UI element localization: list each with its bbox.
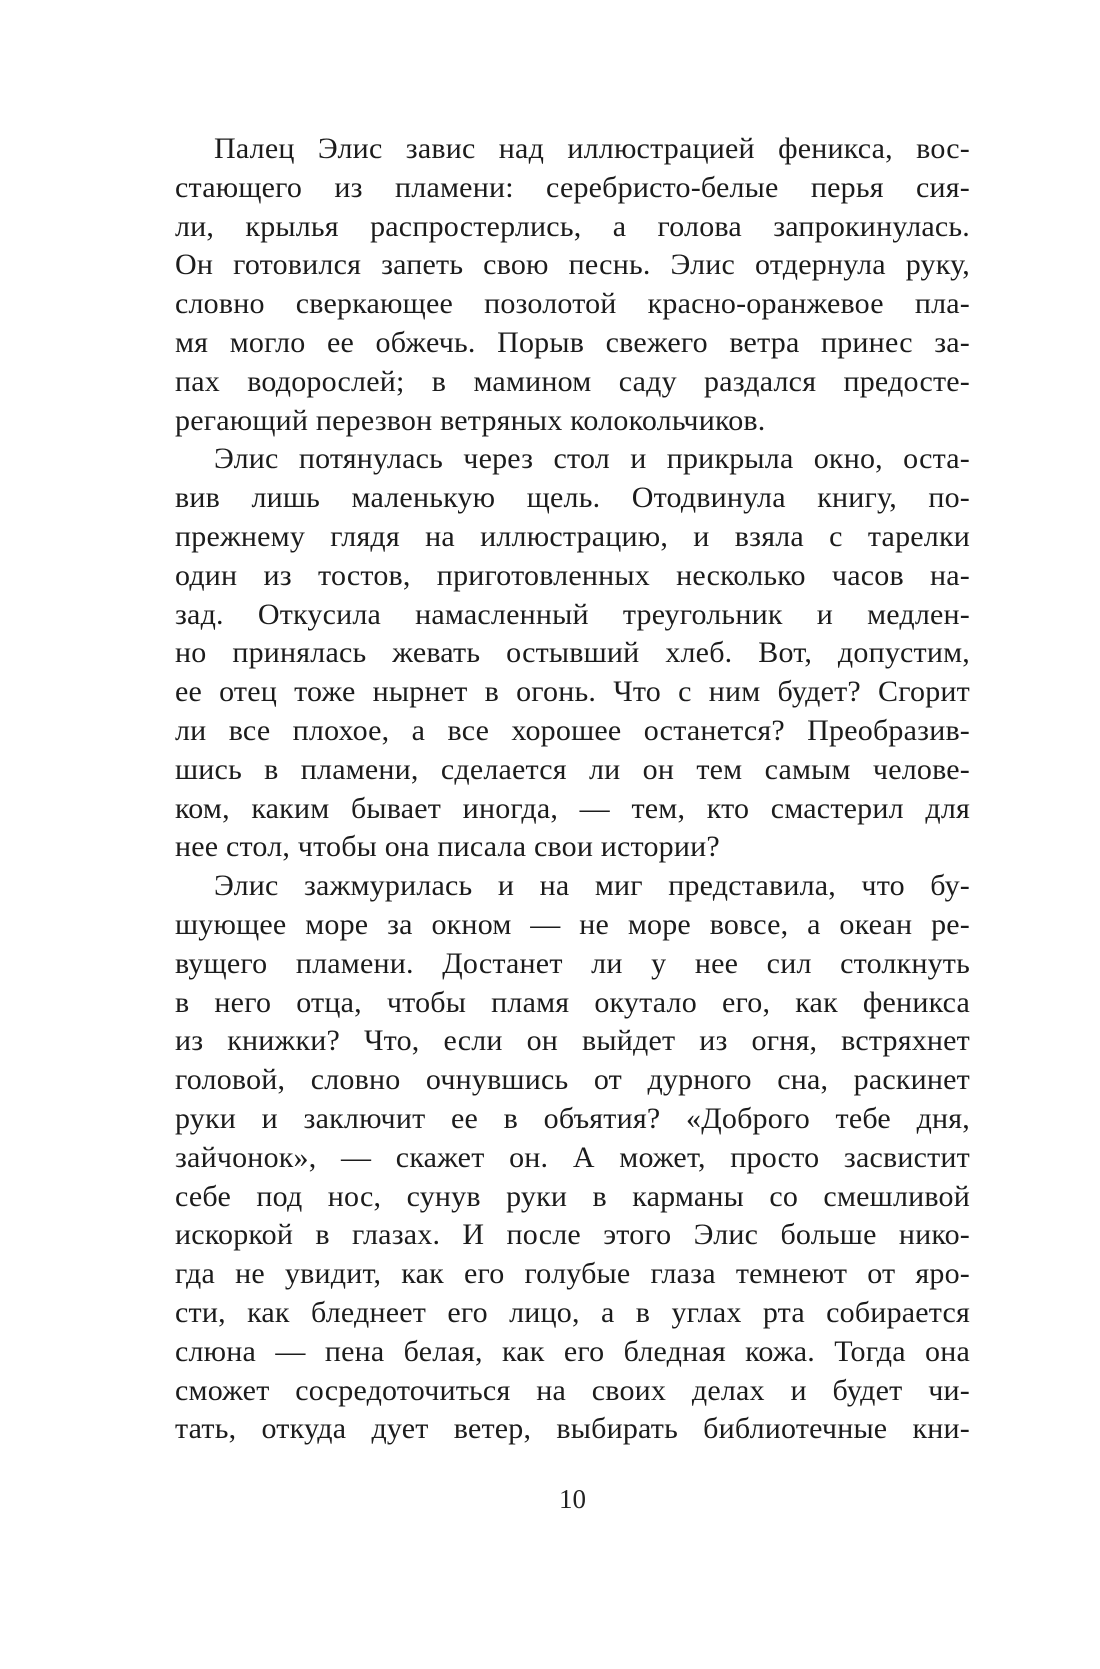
text-line: головой, словно очнувшись от дурного сна, раскинет [175, 1063, 970, 1097]
text-line: ли, крылья распростерлись, а голова запрокинулась. [175, 209, 970, 243]
text-line: Элис потянулась через стол и прикрыла окно, оста- [214, 442, 970, 476]
text-line: сможет сосредоточиться на своих делах и будет чи- [175, 1373, 970, 1407]
text-line: сти, как бледнеет его лицо, а в углах рта собирается [175, 1295, 970, 1329]
text-line: руки и заключит ее в объятия? «Доброго тебе дня, [175, 1101, 970, 1135]
paragraph [175, 130, 970, 440]
text-line: словно сверкающее позолотой красно-оранжевое пла- [175, 287, 970, 321]
text-line: зайчонок», — скажет он. А может, просто засвистит [175, 1140, 970, 1174]
text-line: Он готовился запеть свою песнь. Элис отдернула руку, [175, 248, 970, 282]
text-line: вив лишь маленькую щель. Отодвинула книгу, по- [175, 481, 970, 515]
text-line: себе под нос, сунув руки в карманы со смешливой [175, 1179, 970, 1213]
text-line: вущего пламени. Достанет ли у нее сил столкнуть [175, 946, 970, 980]
text-line: зад. Откусила намасленный треугольник и медлен- [175, 597, 970, 631]
page-number: 10 [559, 1484, 586, 1514]
text-line: слюна — пена белая, как его бледная кожа. Тогда она [175, 1334, 970, 1368]
text-line: в него отца, чтобы пламя окутало его, как феникса [175, 985, 970, 1019]
text-line: гда не увидит, как его голубые глаза темнеют от яро- [175, 1257, 970, 1291]
text-line: Палец Элис завис над иллюстрацией феникса, вос- [214, 132, 970, 165]
text-line: стающего из пламени: серебристо-белые перья сия- [175, 170, 970, 204]
text-line: мя могло ее обжечь. Порыв свежего ветра принес за- [175, 325, 970, 359]
text-line: шись в пламени, сделается ли он тем самым челове- [175, 752, 970, 786]
text-line: тать, откуда дует ветер, выбирать библиотечные кни- [175, 1412, 970, 1446]
paragraph [175, 867, 970, 1449]
text-line: из книжки? Что, если он выйдет из огня, встряхнет [175, 1024, 970, 1058]
paragraph [175, 440, 970, 867]
text-block [175, 130, 970, 1449]
text-line: Элис зажмурилась и на миг представила, что бу- [214, 869, 970, 903]
text-line: шующее море за окном — не море вовсе, а океан ре- [175, 907, 970, 941]
text-line: ее отец тоже нырнет в огонь. Что с ним будет? Сгорит [175, 675, 970, 709]
text-line: один из тостов, приготовленных несколько часов на- [175, 558, 970, 592]
text-line: но принялась жевать остывший хлеб. Вот, допустим, [175, 636, 970, 670]
text-line: нее стол, чтобы она писала свои истории? [175, 830, 720, 864]
text-line: прежнему глядя на иллюстрацию, и взяла с тарелки [175, 519, 970, 553]
text-line: ком, каким бывает иногда, — тем, кто смастерил для [175, 791, 970, 825]
text-line: регающий перезвон ветряных колокольчиков. [175, 403, 766, 437]
text-line: искоркой в глазах. И после этого Элис больше нико- [175, 1218, 970, 1252]
text-line: ли все плохое, а все хорошее останется? Преобразив- [175, 713, 970, 747]
text-line: пах водорослей; в мамином саду раздался предосте- [175, 364, 970, 398]
